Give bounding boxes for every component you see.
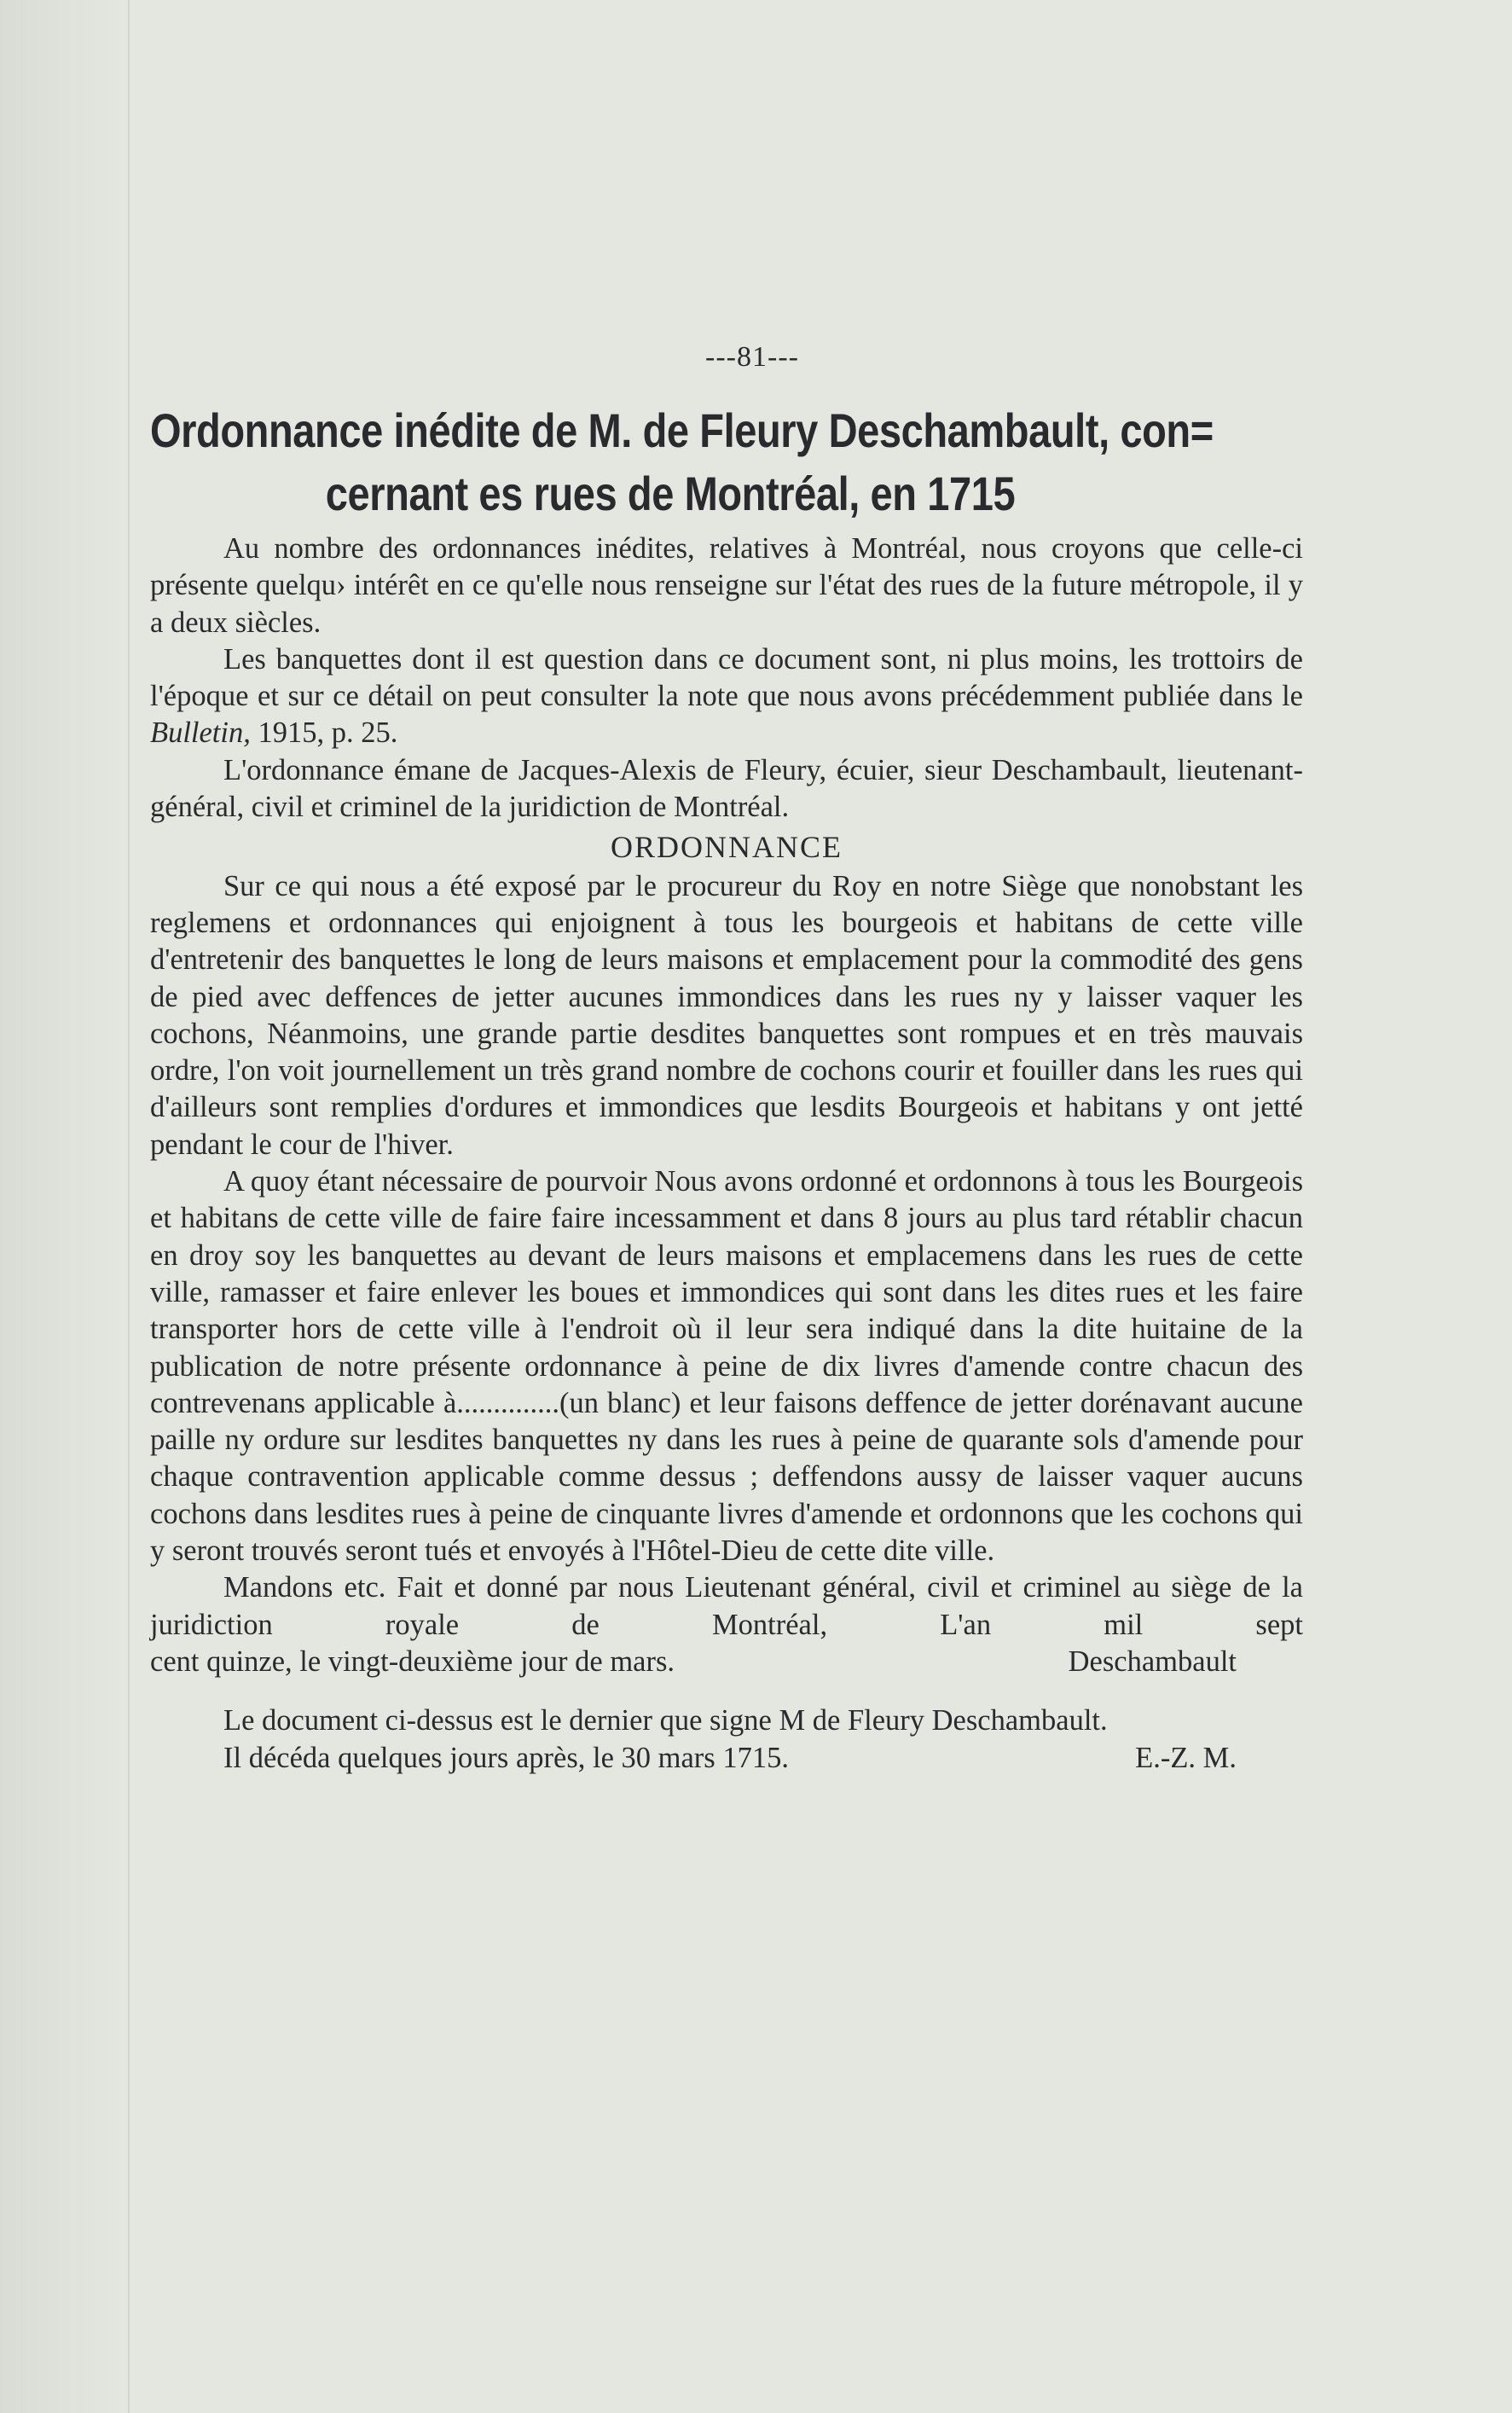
closing-row xyxy=(150,1644,1303,1680)
document-page xyxy=(150,341,1303,1777)
ordonnance-paragraph-3: Mandons etc. Fait et donné par nous Lieutenant général, civil et criminel au siège de la juridiction royale de Montréal, L'an mil sept xyxy=(150,1571,1303,1641)
signature: Deschambault xyxy=(1068,1644,1237,1678)
author-initials: E.-Z. M. xyxy=(1135,1741,1237,1774)
article-title xyxy=(150,399,1303,525)
intro-paragraph-3: L'ordonnance émane de Jacques-Alexis de Fleury, écuier, sieur Deschambault, lieutenant-général, civil et criminel de la juridiction de Montréal. xyxy=(150,753,1303,824)
ordonnance-paragraph-1: Sur ce qui nous a été exposé par le procureur du Roy en notre Siège que nonobstant les reglemens et ordonnances qui enjoignent à tous les bourgeois et habitans de cette ville d'entretenir des banquettes le long de leurs maisons et emplacement pour la commodité des gens de pied avec deffences de jetter aucunes immondices dans les rues ny y laisser vaquer les cochons, Néanmoins, une grande partie desdites banquettes sont rompues et en très mauvais ordre, l'on voit journellement un très grand nombre de cochons courir et fouiller dans les rues qui d'ailleurs sont remplies d'ordures et immondices que lesdits Bourgeois et habitans y ont jetté pendant le cour de l'hiver. xyxy=(150,869,1303,1161)
page-number: ---81--- xyxy=(705,341,799,373)
ordonnance-heading: ORDONNANCE xyxy=(611,830,843,865)
death-row xyxy=(150,1740,1303,1777)
editor-note: Le document ci-dessus est le dernier que signe M de Fleury Deschambault. xyxy=(223,1704,1108,1737)
ordonnance-paragraph-2: A quoy étant nécessaire de pourvoir Nous avons ordonné et ordonnons à tous les Bourgeois et habitans de cette ville de faire faire incessamment et dans 8 jours au plus tard rétablir chacun en droy soy les banquettes au devant de leurs maisons et emplacemens dans les rues de cette ville, ramasser et faire enlever les boues et immondices qui sont dans les dites rues et les faire transporter hors de cette ville à l'endroit où il leur sera indiqué dans la dite huitaine de la publication de notre présente ordonnance à peine de dix livres d'amende contre chacun des contrevenans applicable à..............(un blanc) et leur faisons deffence de jetter dorénavant aucune paille ny ordure sur lesdites banquettes ny dans les rues à peine de quarante sols d'amende pour chaque contravention applicable comme dessus ; deffendons aussy de laisser vaquer aucuns cochons dans lesdites rues à peine de cinquante livres d'amende et ordonnons que les cochons qui y seront trouvés seront tués et envoyés à l'Hôtel-Dieu de cette dite ville. xyxy=(150,1165,1303,1568)
binding-edge xyxy=(0,0,130,2413)
title-line-2: cernant es rues de Montréal, en 1715 xyxy=(325,467,1016,520)
bulletin-year-page: 1915, p. 25. xyxy=(258,716,398,750)
closing-line: cent quinze, le vingt-deuxième jour de mars. xyxy=(150,1644,675,1678)
article-body xyxy=(150,531,1303,1777)
title-line-1: Ordonnance inédite de M. de Fleury Deschambault, con= xyxy=(150,403,1214,457)
bulletin-reference: Bulletin, xyxy=(150,716,251,750)
death-line: Il décéda quelques jours après, le 30 mars 1715. xyxy=(223,1741,789,1774)
intro-paragraph-1: Au nombre des ordonnances inédites, relatives à Montréal, nous croyons que celle-ci présente quelqu› intérêt en ce qu'elle nous renseigne sur l'état des rues de la future métropole, il y a deux siècles. xyxy=(150,532,1303,639)
intro-paragraph-2 xyxy=(150,641,1303,752)
intro-paragraph-2-text: Les banquettes dont il est question dans ce document sont, ni plus moins, les trottoirs de l'époque et sur ce détail on peut consulter la note que nous avons précédemment publiée dans le xyxy=(150,642,1303,713)
